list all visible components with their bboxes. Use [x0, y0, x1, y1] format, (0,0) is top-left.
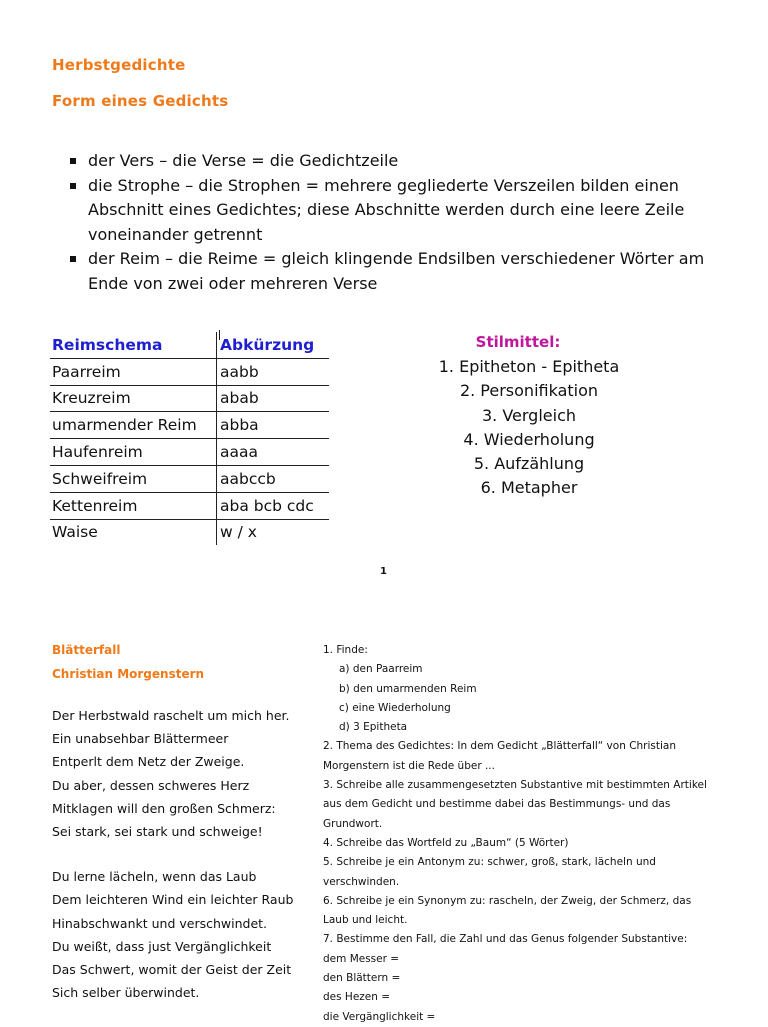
poem-line: Du aber, dessen schweres Herz	[52, 777, 250, 793]
rhyme-scheme-table-container	[50, 330, 329, 545]
section-heading: Form eines Gedichts	[52, 92, 229, 110]
task-line: den Blättern =	[323, 972, 401, 985]
list-item: 2. Personifikation	[459, 381, 599, 401]
poem-author: Christian Morgenstern	[52, 667, 205, 681]
poem-line: Ein unabsehbar Blättermeer	[52, 731, 229, 747]
task-line: 5. Schreibe je ein Antonym zu: schwer, groß, stark, lächeln und	[323, 856, 656, 869]
poem-line: Der Herbstwald raschelt um mich her.	[52, 708, 290, 723]
task-subitem: c) eine Wiederholung	[339, 701, 451, 714]
table-row: Schweifreim aabccb	[50, 465, 329, 492]
task-line: 4. Schreibe das Wortfeld zu „Baum“ (5 Wörter)	[323, 836, 569, 849]
poem-title: Blätterfall	[52, 643, 121, 657]
poem-line: Hinabschwankt und verschwindet.	[52, 915, 268, 931]
table-row: Haufenreim aaaa	[50, 439, 329, 466]
square-bullet-icon	[70, 158, 76, 164]
table-divider	[219, 330, 220, 340]
definition-list	[70, 149, 730, 296]
task-line: Morgenstern ist die Rede über ...	[323, 759, 495, 772]
poem-line: Du weißt, dass just Vergänglichkeit	[52, 938, 272, 954]
definition-item: der Vers – die Verse = die Gedichtzeile	[70, 149, 730, 174]
table-row: Waise w / x	[50, 519, 329, 545]
square-bullet-icon	[70, 183, 76, 189]
poem	[52, 638, 317, 1004]
task-line: 6. Schreibe je ein Synonym zu: rascheln, der Zweig, der Schmerz, das	[323, 894, 692, 907]
poem-line: Du lerne lächeln, wenn das Laub	[52, 869, 257, 885]
task-list	[323, 641, 753, 1027]
task-line: verschwinden.	[323, 875, 400, 888]
task-line: 7. Bestimme den Fall, die Zahl und das Genus folgender Substantive:	[323, 933, 688, 946]
task-line: dem Messer =	[323, 952, 400, 965]
task-subitem: d) 3 Epitheta	[339, 721, 408, 734]
column-header: Abkürzung	[217, 332, 330, 358]
page-title: Herbstgedichte	[52, 56, 186, 74]
table-row: Kettenreim aba bcb cdc	[50, 492, 329, 519]
poem-line: Das Schwert, womit der Geist der Zeit	[52, 962, 292, 978]
poem-line: Dem leichteren Wind ein leichter Raub	[52, 892, 294, 908]
task-line: 3. Schreibe alle zusammengesetzten Substantive mit bestimmten Artikel	[323, 779, 707, 792]
list-item: 4. Wiederholung	[463, 429, 595, 449]
definition-item: die Strophe – die Strophen = mehrere gegliederte Verszeilen bilden einen Abschnitt eines Gedichtes; diese Abschnitte werden durch eine leere Zeile voneinander getrennt	[70, 174, 730, 248]
poem-stanza	[52, 865, 317, 1004]
poem-stanza	[52, 704, 317, 843]
definition-item: der Reim – die Reime = gleich klingende Endsilben verschiedener Wörter am Ende von zwei oder mehreren Verse	[70, 247, 730, 296]
task-subitem: b) den umarmenden Reim	[339, 682, 477, 695]
task-line: 1. Finde:	[323, 644, 368, 656]
task-line: Grundwort.	[323, 817, 383, 830]
stilmittel-list	[389, 355, 669, 501]
poem-line: Mitklagen will den großen Schmerz:	[52, 800, 276, 816]
task-line: 2. Thema des Gedichtes: In dem Gedicht „Blätterfall“ von Christian	[323, 740, 677, 753]
table-row: umarmender Reim abba	[50, 412, 329, 439]
stilmittel-title: Stilmittel:	[475, 333, 561, 351]
list-item: 3. Vergleich	[481, 405, 577, 425]
rhyme-scheme-table	[50, 332, 329, 545]
list-item: 6. Metapher	[480, 478, 578, 498]
task-line: die Vergänglichkeit =	[323, 1010, 436, 1023]
table-row: Paarreim aabb	[50, 358, 329, 385]
column-header: Reimschema	[50, 332, 217, 358]
page-number: 1	[380, 566, 387, 577]
task-subitem: a) den Paarreim	[339, 663, 423, 676]
list-item: 5. Aufzählung	[473, 454, 585, 474]
poem-line: Sei stark, sei stark und schweige!	[52, 824, 263, 840]
task-line: aus dem Gedicht und bestimme dabei das Bestimmungs- und das	[323, 798, 671, 811]
poem-line: Entperlt dem Netz der Zweige.	[52, 754, 245, 770]
task-line: Laub und leicht.	[323, 914, 408, 927]
task-line: des Hezen =	[323, 991, 391, 1004]
list-item: 1. Epitheton - Epitheta	[438, 357, 620, 376]
square-bullet-icon	[70, 256, 76, 262]
table-row: Kreuzreim abab	[50, 385, 329, 412]
poem-line: Sich selber überwindet.	[52, 985, 200, 1001]
table-header-row	[50, 332, 329, 358]
